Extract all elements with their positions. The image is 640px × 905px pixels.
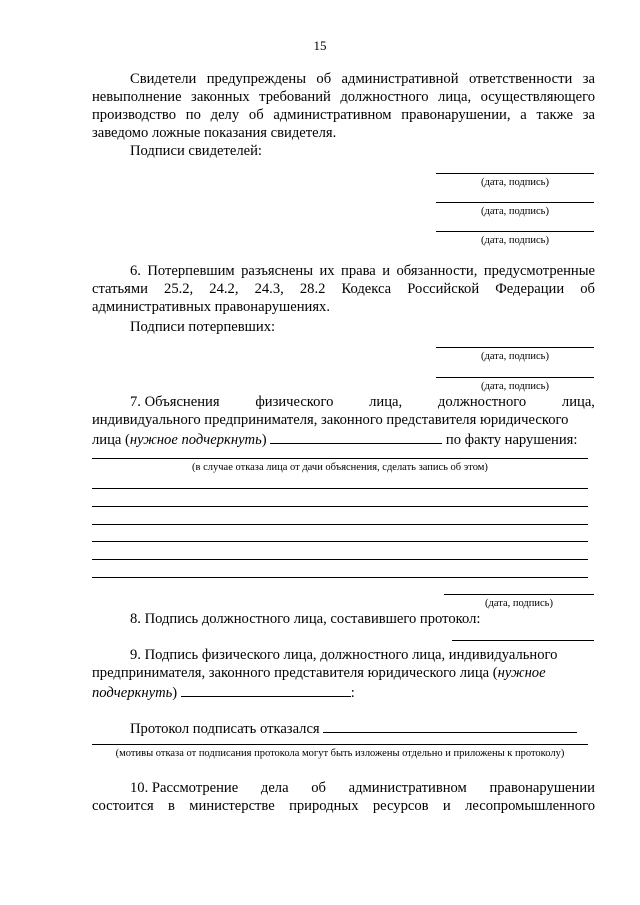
section-10-line-1: 10. Рассмотрение дела об административном правонарушении <box>130 780 595 796</box>
section-8-signature-line[interactable] <box>452 640 594 641</box>
refusal-caption: (в случае отказа лица от дачи объяснения, сделать запись об этом) <box>192 462 488 473</box>
witness-signature-line-3 <box>436 231 594 232</box>
witness-signature-line-2 <box>436 202 594 203</box>
victim-signature-line-1 <box>436 347 594 348</box>
signature-caption: (дата, подпись) <box>485 598 553 609</box>
explanation-line-7[interactable] <box>92 577 588 578</box>
explanation-line-4[interactable] <box>92 524 588 525</box>
victim-signature-line-2 <box>436 377 594 378</box>
refusal-caption: (мотивы отказа от подписания протокола могут быть изложены отдельно и приложены к протоколу) <box>115 748 565 759</box>
explanation-line-2[interactable] <box>92 488 588 489</box>
witness-warning: Свидетели предупреждены об административной ответственности за невыполнение законных требований должностного лица, осуществляющего производство по делу об административном правонарушении, а также за заведомо ложные показания свидетеля. <box>92 71 595 141</box>
signature-caption: (дата, подпись) <box>481 351 549 362</box>
signature-caption: (дата, подпись) <box>481 177 549 188</box>
section-7-line-3: лица (нужное подчеркнуть) по факту нарушения: <box>92 429 595 449</box>
witness-signature-line-1 <box>436 173 594 174</box>
section-7-line-2: индивидуального предпринимателя, законного представителя юридического <box>92 412 569 428</box>
section-7-line-1: 7. Объяснения физического лица, должностного лица, <box>130 394 595 410</box>
explanation-line-6[interactable] <box>92 559 588 560</box>
section-8-text: 8. Подпись должностного лица, составившего протокол: <box>130 611 481 627</box>
page-number: 15 <box>313 38 327 53</box>
witness-signatures-label: Подписи свидетелей: <box>130 143 262 159</box>
signature-caption: (дата, подпись) <box>481 235 549 246</box>
section-10-line-2: состоится в министерстве природных ресурсов и лесопромышленного <box>92 798 595 814</box>
explanation-line-3[interactable] <box>92 506 588 507</box>
refusal-reason-line[interactable] <box>92 744 588 745</box>
section-9-line-2: предпринимателя, законного представителя юридического лица (нужное <box>92 665 546 681</box>
blank-line[interactable] <box>270 429 442 444</box>
section-7-signature-line[interactable] <box>444 594 594 595</box>
section-6-text: 6. Потерпевшим разъяснены их права и обязанности, предусмотренные статьями 25.2, 24.2, 24.3, 28.2 Кодекса Российской Федерации об административных правонарушениях. <box>92 263 595 315</box>
explanation-line-5[interactable] <box>92 541 588 542</box>
victim-signatures-label: Подписи потерпевших: <box>130 319 276 335</box>
signature-caption: (дата, подпись) <box>481 206 549 217</box>
section-9-line-1: 9. Подпись физического лица, должностного лица, индивидуального <box>130 647 558 663</box>
explanation-line-1[interactable] <box>92 458 588 459</box>
blank-line[interactable] <box>181 682 351 697</box>
signature-caption: (дата, подпись) <box>481 381 549 392</box>
section-9-line-3: подчеркнуть) : <box>92 682 595 702</box>
refusal-blank-line[interactable] <box>323 718 577 733</box>
refusal-row: Протокол подписать отказался <box>130 718 633 738</box>
